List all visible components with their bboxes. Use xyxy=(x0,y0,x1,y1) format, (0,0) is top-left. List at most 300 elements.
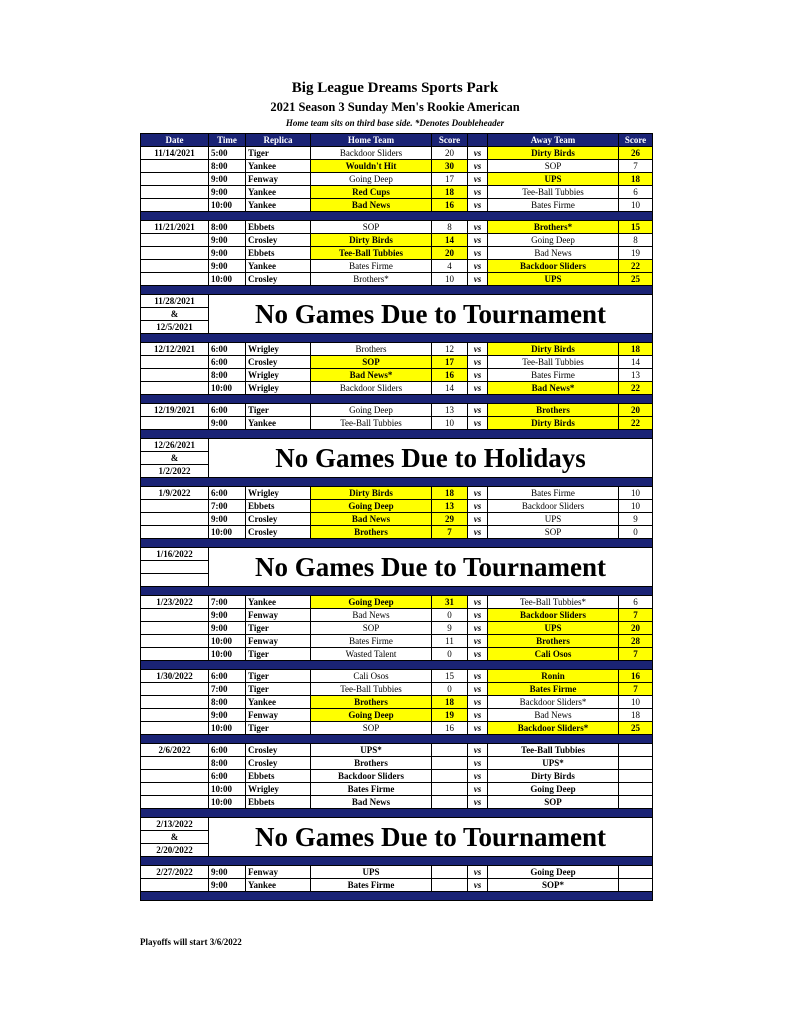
game-date-empty xyxy=(141,247,209,260)
game-time: 10:00 xyxy=(209,722,246,735)
game-field: Yankee xyxy=(246,160,311,173)
home-team: Bad News* xyxy=(311,369,432,382)
game-time: 8:00 xyxy=(209,221,246,234)
no-games-date: 2/20/2022 xyxy=(141,844,209,857)
vs-label: vs xyxy=(468,879,488,892)
game-row xyxy=(141,622,653,635)
game-time: 10:00 xyxy=(209,273,246,286)
game-date-empty xyxy=(141,199,209,212)
game-time: 9:00 xyxy=(209,173,246,186)
game-date: 11/21/2021 xyxy=(141,221,209,234)
game-time: 10:00 xyxy=(209,783,246,796)
away-score xyxy=(619,866,653,879)
vs-label: vs xyxy=(468,487,488,500)
game-time: 7:00 xyxy=(209,500,246,513)
vs-label: vs xyxy=(468,404,488,417)
game-date-empty xyxy=(141,770,209,783)
game-date-empty xyxy=(141,622,209,635)
game-row xyxy=(141,199,653,212)
away-team: Ronin xyxy=(488,670,619,683)
home-team: Tee-Ball Tubbies xyxy=(311,683,432,696)
game-row xyxy=(141,757,653,770)
home-team: Bates Firme xyxy=(311,879,432,892)
away-team: UPS xyxy=(488,173,619,186)
col-header-time: Time xyxy=(209,134,246,147)
vs-label: vs xyxy=(468,609,488,622)
separator-row xyxy=(141,735,653,744)
no-games-date: 2/13/2022 xyxy=(141,818,209,831)
away-score: 26 xyxy=(619,147,653,160)
separator-row xyxy=(141,539,653,548)
game-time: 6:00 xyxy=(209,404,246,417)
game-time: 8:00 xyxy=(209,369,246,382)
no-games-row xyxy=(141,439,653,452)
away-score: 14 xyxy=(619,356,653,369)
game-row xyxy=(141,404,653,417)
away-team: Backdoor Sliders* xyxy=(488,696,619,709)
game-row xyxy=(141,635,653,648)
game-row xyxy=(141,670,653,683)
game-row xyxy=(141,696,653,709)
away-team: Tee-Ball Tubbies xyxy=(488,744,619,757)
game-row xyxy=(141,709,653,722)
no-games-message: No Games Due to Tournament xyxy=(209,295,653,334)
home-score xyxy=(432,796,468,809)
home-team: Brothers* xyxy=(311,273,432,286)
game-time: 8:00 xyxy=(209,696,246,709)
home-team: Brothers xyxy=(311,526,432,539)
game-date-empty xyxy=(141,369,209,382)
no-games-date: 12/26/2021 xyxy=(141,439,209,452)
home-score: 12 xyxy=(432,343,468,356)
separator-row xyxy=(141,212,653,221)
separator-row xyxy=(141,587,653,596)
away-score: 16 xyxy=(619,670,653,683)
game-field: Tiger xyxy=(246,404,311,417)
home-score: 16 xyxy=(432,199,468,212)
home-score: 15 xyxy=(432,670,468,683)
home-score: 7 xyxy=(432,526,468,539)
away-score: 22 xyxy=(619,417,653,430)
separator-row xyxy=(141,661,653,670)
game-time: 9:00 xyxy=(209,417,246,430)
game-date-empty xyxy=(141,173,209,186)
vs-label: vs xyxy=(468,670,488,683)
away-score: 10 xyxy=(619,487,653,500)
separator-cell xyxy=(141,212,653,221)
game-row xyxy=(141,683,653,696)
game-date-empty xyxy=(141,796,209,809)
game-field: Wrigley xyxy=(246,382,311,395)
away-score: 6 xyxy=(619,596,653,609)
game-field: Tiger xyxy=(246,683,311,696)
game-date: 1/30/2022 xyxy=(141,670,209,683)
game-row xyxy=(141,596,653,609)
game-row xyxy=(141,273,653,286)
home-team: Brothers xyxy=(311,696,432,709)
game-field: Ebbets xyxy=(246,770,311,783)
game-time: 9:00 xyxy=(209,247,246,260)
separator-row xyxy=(141,857,653,866)
no-games-message: No Games Due to Holidays xyxy=(209,439,653,478)
home-score xyxy=(432,757,468,770)
game-field: Yankee xyxy=(246,260,311,273)
away-team: Bad News* xyxy=(488,382,619,395)
game-date-empty xyxy=(141,356,209,369)
game-time: 5:00 xyxy=(209,147,246,160)
game-date-empty xyxy=(141,648,209,661)
separator-cell xyxy=(141,478,653,487)
home-team: Tee-Ball Tubbies xyxy=(311,247,432,260)
vs-label: vs xyxy=(468,526,488,539)
game-row xyxy=(141,356,653,369)
game-time: 9:00 xyxy=(209,234,246,247)
away-score: 9 xyxy=(619,513,653,526)
game-row xyxy=(141,234,653,247)
separator-cell xyxy=(141,334,653,343)
home-team: Going Deep xyxy=(311,500,432,513)
away-team: Bates Firme xyxy=(488,199,619,212)
game-row xyxy=(141,722,653,735)
game-row xyxy=(141,247,653,260)
schedule-body xyxy=(141,147,653,901)
game-field: Tiger xyxy=(246,147,311,160)
game-row xyxy=(141,609,653,622)
game-time: 9:00 xyxy=(209,622,246,635)
separator-row xyxy=(141,334,653,343)
away-score xyxy=(619,783,653,796)
game-date-empty xyxy=(141,234,209,247)
game-field: Wrigley xyxy=(246,783,311,796)
game-row xyxy=(141,173,653,186)
home-team: Backdoor Sliders xyxy=(311,770,432,783)
home-score xyxy=(432,879,468,892)
game-date: 2/27/2022 xyxy=(141,866,209,879)
game-time: 10:00 xyxy=(209,199,246,212)
home-score: 10 xyxy=(432,273,468,286)
no-games-date: 12/5/2021 xyxy=(141,321,209,334)
separator-row xyxy=(141,478,653,487)
game-field: Yankee xyxy=(246,696,311,709)
away-score: 7 xyxy=(619,160,653,173)
away-score: 20 xyxy=(619,622,653,635)
vs-label: vs xyxy=(468,417,488,430)
no-games-date xyxy=(141,561,209,574)
game-time: 9:00 xyxy=(209,709,246,722)
separator-cell xyxy=(141,395,653,404)
home-team: SOP xyxy=(311,622,432,635)
game-date: 11/14/2021 xyxy=(141,147,209,160)
game-field: Yankee xyxy=(246,879,311,892)
no-games-date: & xyxy=(141,831,209,844)
game-date: 12/19/2021 xyxy=(141,404,209,417)
away-team: Brothers xyxy=(488,404,619,417)
away-team: Cali Osos xyxy=(488,648,619,661)
game-date: 12/12/2021 xyxy=(141,343,209,356)
away-team: Dirty Birds xyxy=(488,147,619,160)
game-date-empty xyxy=(141,709,209,722)
game-row xyxy=(141,744,653,757)
game-field: Fenway xyxy=(246,866,311,879)
game-field: Yankee xyxy=(246,596,311,609)
game-time: 10:00 xyxy=(209,382,246,395)
game-field: Ebbets xyxy=(246,247,311,260)
game-field: Crosley xyxy=(246,757,311,770)
vs-label: vs xyxy=(468,722,488,735)
home-team: Bad News xyxy=(311,513,432,526)
away-score: 22 xyxy=(619,382,653,395)
home-score xyxy=(432,866,468,879)
separator-cell xyxy=(141,587,653,596)
home-score: 16 xyxy=(432,722,468,735)
vs-label: vs xyxy=(468,635,488,648)
game-time: 6:00 xyxy=(209,343,246,356)
vs-label: vs xyxy=(468,757,488,770)
game-field: Yankee xyxy=(246,199,311,212)
separator-cell xyxy=(141,857,653,866)
home-team: Going Deep xyxy=(311,404,432,417)
home-team: Dirty Birds xyxy=(311,487,432,500)
game-field: Crosley xyxy=(246,513,311,526)
vs-label: vs xyxy=(468,744,488,757)
home-team: Bates Firme xyxy=(311,635,432,648)
home-score: 0 xyxy=(432,648,468,661)
home-score: 31 xyxy=(432,596,468,609)
home-team: Bates Firme xyxy=(311,783,432,796)
game-field: Fenway xyxy=(246,173,311,186)
game-row xyxy=(141,487,653,500)
header-row xyxy=(141,134,653,147)
no-games-message: No Games Due to Tournament xyxy=(209,548,653,587)
away-team: Bates Firme xyxy=(488,487,619,500)
away-score: 8 xyxy=(619,234,653,247)
vs-label: vs xyxy=(468,186,488,199)
away-score: 0 xyxy=(619,526,653,539)
away-team: Backdoor Sliders* xyxy=(488,722,619,735)
game-field: Tiger xyxy=(246,722,311,735)
game-row xyxy=(141,879,653,892)
home-score: 9 xyxy=(432,622,468,635)
home-team: Bad News xyxy=(311,199,432,212)
home-team: SOP xyxy=(311,356,432,369)
home-score: 14 xyxy=(432,382,468,395)
game-field: Yankee xyxy=(246,186,311,199)
home-score: 0 xyxy=(432,609,468,622)
away-score: 13 xyxy=(619,369,653,382)
game-time: 10:00 xyxy=(209,526,246,539)
game-time: 10:00 xyxy=(209,635,246,648)
away-score: 25 xyxy=(619,722,653,735)
home-team: Dirty Birds xyxy=(311,234,432,247)
away-score: 18 xyxy=(619,709,653,722)
game-time: 10:00 xyxy=(209,796,246,809)
separator-row xyxy=(141,395,653,404)
no-games-row xyxy=(141,818,653,831)
home-team: Bad News xyxy=(311,609,432,622)
vs-label: vs xyxy=(468,147,488,160)
vs-label: vs xyxy=(468,696,488,709)
game-field: Fenway xyxy=(246,709,311,722)
game-date-empty xyxy=(141,186,209,199)
home-score xyxy=(432,744,468,757)
away-score: 7 xyxy=(619,648,653,661)
away-score: 15 xyxy=(619,221,653,234)
away-team: SOP* xyxy=(488,879,619,892)
game-row xyxy=(141,513,653,526)
col-header-home-team: Home Team xyxy=(311,134,432,147)
game-date-empty xyxy=(141,635,209,648)
game-field: Tiger xyxy=(246,670,311,683)
vs-label: vs xyxy=(468,382,488,395)
home-score: 18 xyxy=(432,186,468,199)
separator-cell xyxy=(141,286,653,295)
separator-row xyxy=(141,809,653,818)
away-team: Bad News xyxy=(488,247,619,260)
away-score: 28 xyxy=(619,635,653,648)
game-time: 8:00 xyxy=(209,160,246,173)
col-header-vs xyxy=(468,134,488,147)
game-time: 9:00 xyxy=(209,260,246,273)
home-score: 30 xyxy=(432,160,468,173)
away-score: 19 xyxy=(619,247,653,260)
game-field: Crosley xyxy=(246,356,311,369)
home-team: Tee-Ball Tubbies xyxy=(311,417,432,430)
away-team: SOP xyxy=(488,526,619,539)
away-team: Brothers xyxy=(488,635,619,648)
home-score: 18 xyxy=(432,487,468,500)
game-field: Wrigley xyxy=(246,343,311,356)
home-team: Brothers xyxy=(311,757,432,770)
vs-label: vs xyxy=(468,709,488,722)
home-team: Backdoor Sliders xyxy=(311,147,432,160)
vs-label: vs xyxy=(468,648,488,661)
game-date-empty xyxy=(141,526,209,539)
vs-label: vs xyxy=(468,500,488,513)
vs-label: vs xyxy=(468,683,488,696)
away-score: 7 xyxy=(619,609,653,622)
home-score: 0 xyxy=(432,683,468,696)
game-field: Crosley xyxy=(246,273,311,286)
home-team: UPS* xyxy=(311,744,432,757)
home-score xyxy=(432,770,468,783)
separator-cell xyxy=(141,809,653,818)
away-team: Going Deep xyxy=(488,866,619,879)
game-time: 9:00 xyxy=(209,879,246,892)
game-date-empty xyxy=(141,783,209,796)
separator-cell xyxy=(141,735,653,744)
away-score: 25 xyxy=(619,273,653,286)
game-row xyxy=(141,648,653,661)
page-subtitle: 2021 Season 3 Sunday Men's Rookie American xyxy=(270,100,520,114)
home-score: 8 xyxy=(432,221,468,234)
away-score: 22 xyxy=(619,260,653,273)
game-time: 7:00 xyxy=(209,683,246,696)
away-score: 18 xyxy=(619,343,653,356)
game-time: 6:00 xyxy=(209,356,246,369)
vs-label: vs xyxy=(468,260,488,273)
game-row xyxy=(141,260,653,273)
home-score xyxy=(432,783,468,796)
separator-cell xyxy=(141,892,653,901)
home-score: 13 xyxy=(432,500,468,513)
home-team: Red Cups xyxy=(311,186,432,199)
away-team: Tee-Ball Tubbies xyxy=(488,186,619,199)
no-games-date: 11/28/2021 xyxy=(141,295,209,308)
no-games-date xyxy=(141,574,209,587)
game-field: Tiger xyxy=(246,648,311,661)
game-field: Crosley xyxy=(246,744,311,757)
col-header-away-score: Score xyxy=(619,134,653,147)
game-row xyxy=(141,382,653,395)
home-score: 10 xyxy=(432,417,468,430)
game-row xyxy=(141,186,653,199)
vs-label: vs xyxy=(468,343,488,356)
vs-label: vs xyxy=(468,356,488,369)
col-header-replica: Replica xyxy=(246,134,311,147)
vs-label: vs xyxy=(468,513,488,526)
game-row xyxy=(141,866,653,879)
game-date-empty xyxy=(141,609,209,622)
vs-label: vs xyxy=(468,622,488,635)
vs-label: vs xyxy=(468,221,488,234)
game-date-empty xyxy=(141,696,209,709)
game-date: 2/6/2022 xyxy=(141,744,209,757)
home-team: Going Deep xyxy=(311,596,432,609)
vs-label: vs xyxy=(468,273,488,286)
vs-label: vs xyxy=(468,160,488,173)
away-team: Bates Firme xyxy=(488,369,619,382)
vs-label: vs xyxy=(468,199,488,212)
game-row xyxy=(141,221,653,234)
game-row xyxy=(141,417,653,430)
game-field: Crosley xyxy=(246,526,311,539)
game-field: Tiger xyxy=(246,622,311,635)
away-team: Backdoor Sliders xyxy=(488,609,619,622)
away-team: Backdoor Sliders xyxy=(488,500,619,513)
home-score: 20 xyxy=(432,247,468,260)
game-date-empty xyxy=(141,260,209,273)
vs-label: vs xyxy=(468,173,488,186)
vs-label: vs xyxy=(468,796,488,809)
away-team: Bates Firme xyxy=(488,683,619,696)
vs-label: vs xyxy=(468,770,488,783)
game-row xyxy=(141,500,653,513)
game-date-empty xyxy=(141,382,209,395)
home-score: 16 xyxy=(432,369,468,382)
home-score: 19 xyxy=(432,709,468,722)
separator-cell xyxy=(141,430,653,439)
home-team: Wouldn't Hit xyxy=(311,160,432,173)
game-time: 8:00 xyxy=(209,757,246,770)
no-games-message: No Games Due to Tournament xyxy=(209,818,653,857)
home-score: 4 xyxy=(432,260,468,273)
away-team: Dirty Birds xyxy=(488,770,619,783)
away-team: SOP xyxy=(488,160,619,173)
home-score: 18 xyxy=(432,696,468,709)
separator-cell xyxy=(141,661,653,670)
away-team: Tee-Ball Tubbies* xyxy=(488,596,619,609)
home-team: Backdoor Sliders xyxy=(311,382,432,395)
away-score: 7 xyxy=(619,683,653,696)
game-date-empty xyxy=(141,757,209,770)
home-team: SOP xyxy=(311,722,432,735)
home-score: 29 xyxy=(432,513,468,526)
away-score: 10 xyxy=(619,696,653,709)
footer-note: Playoffs will start 3/6/2022 xyxy=(140,937,242,947)
away-score xyxy=(619,796,653,809)
home-score: 17 xyxy=(432,173,468,186)
game-field: Fenway xyxy=(246,609,311,622)
